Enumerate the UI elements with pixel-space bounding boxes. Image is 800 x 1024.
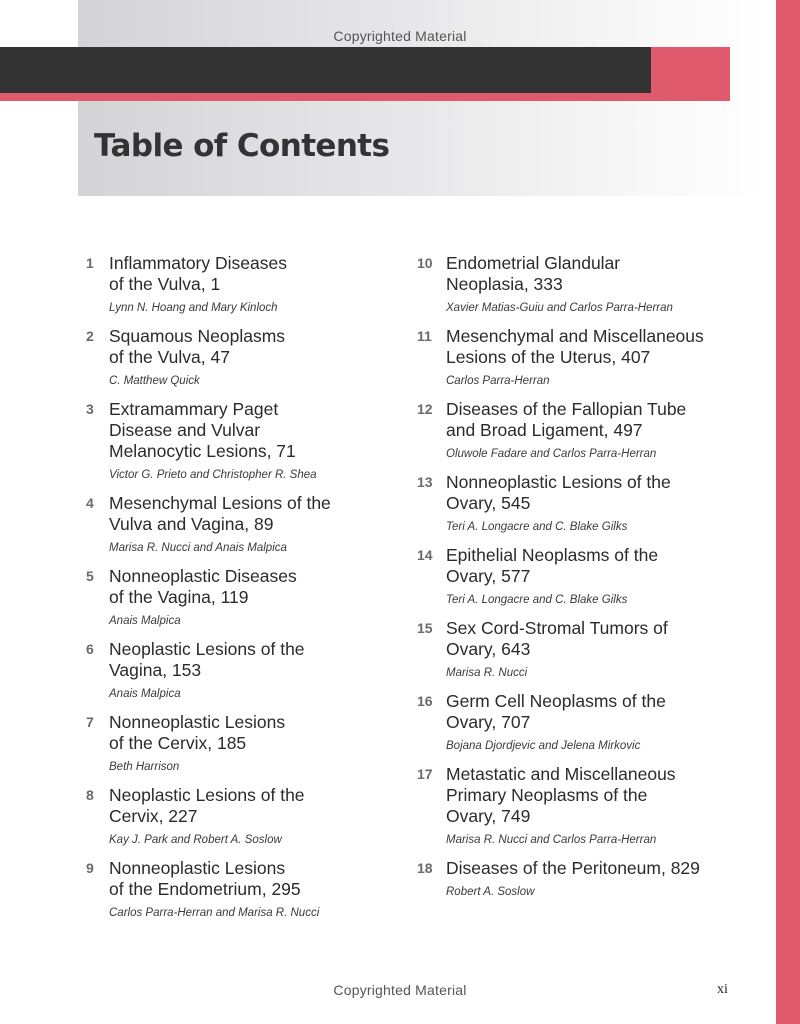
chapter-number: 9: [86, 860, 94, 876]
copyright-notice-top: Copyrighted Material: [333, 28, 467, 44]
chapter-authors: C. Matthew Quick: [109, 375, 200, 387]
chapter-authors: Oluwole Fadare and Carlos Parra-Herran: [446, 448, 657, 460]
chapter-authors: Beth Harrison: [109, 761, 180, 773]
chapter-authors: Kay J. Park and Robert A. Soslow: [109, 834, 282, 846]
toc-entry[interactable]: [86, 566, 386, 628]
chapter-number: 2: [86, 328, 94, 344]
toc-entry[interactable]: [86, 639, 386, 701]
chapter-number: 3: [86, 401, 94, 417]
toc-entry[interactable]: [86, 326, 386, 388]
toc-entry[interactable]: [417, 326, 757, 388]
toc-entry[interactable]: [417, 472, 757, 534]
copyright-notice-bottom: Copyrighted Material: [333, 982, 467, 998]
chapter-title: Mesenchymal and Miscellaneous Lesions of the Uterus, 407: [446, 326, 704, 367]
chapter-authors: Xavier Matias-Guiu and Carlos Parra-Herran: [446, 302, 673, 314]
toc-column-left: [86, 253, 386, 920]
chapter-number: 6: [86, 641, 94, 657]
chapter-authors: Marisa R. Nucci and Carlos Parra-Herran: [446, 834, 657, 846]
header-dark-bar: [0, 47, 651, 93]
toc-entry[interactable]: [86, 253, 386, 315]
chapter-title: Epithelial Neoplasms of the Ovary, 577: [446, 545, 659, 586]
toc-entry[interactable]: [86, 785, 386, 847]
toc-entry[interactable]: [86, 399, 386, 482]
chapter-number: 13: [417, 474, 433, 490]
chapter-title: Diseases of the Peritoneum, 829: [446, 858, 700, 878]
page-edge-accent-strip: [776, 0, 800, 1024]
chapter-authors: Victor G. Prieto and Christopher R. Shea: [109, 469, 317, 481]
toc-entry[interactable]: [417, 399, 757, 461]
toc-column-right: [417, 253, 757, 899]
chapter-number: 1: [86, 255, 94, 271]
chapter-authors: Carlos Parra-Herran: [446, 375, 550, 387]
chapter-title: Diseases of the Fallopian Tube and Broad Ligament, 497: [446, 399, 687, 440]
chapter-number: 7: [86, 714, 94, 730]
chapter-title: Nonneoplastic Diseases of the Vagina, 119: [109, 566, 297, 607]
toc-entry[interactable]: [417, 691, 757, 753]
chapter-title: Neoplastic Lesions of the Vagina, 153: [109, 639, 305, 680]
chapter-title: Nonneoplastic Lesions of the Ovary, 545: [446, 472, 671, 513]
toc-entry[interactable]: [417, 253, 757, 315]
toc-entry[interactable]: [417, 764, 757, 847]
chapter-authors: Bojana Djordjevic and Jelena Mirkovic: [446, 740, 641, 752]
toc-entry[interactable]: [417, 858, 757, 899]
chapter-number: 10: [417, 255, 433, 271]
chapter-authors: Marisa R. Nucci and Anais Malpica: [109, 542, 287, 554]
chapter-number: 12: [417, 401, 433, 417]
toc-entry[interactable]: [417, 618, 757, 680]
chapter-number: 8: [86, 787, 94, 803]
chapter-title: Germ Cell Neoplasms of the Ovary, 707: [446, 691, 666, 732]
chapter-title: Nonneoplastic Lesions of the Cervix, 185: [109, 712, 286, 753]
chapter-number: 15: [417, 620, 433, 636]
toc-entry[interactable]: [86, 712, 386, 774]
chapter-number: 17: [417, 766, 433, 782]
chapter-title: Extramammary Paget Disease and Vulvar Melanocytic Lesions, 71: [109, 399, 296, 461]
page-number: xi: [717, 982, 728, 997]
chapter-title: Inflammatory Diseases of the Vulva, 1: [109, 253, 287, 294]
chapter-number: 5: [86, 568, 94, 584]
chapter-number: 11: [417, 328, 432, 344]
header-accent-block: [651, 47, 730, 93]
chapter-number: 14: [417, 547, 433, 563]
page-title: Table of Contents: [94, 128, 390, 164]
chapter-authors: Robert A. Soslow: [446, 886, 535, 898]
chapter-number: 4: [86, 495, 94, 511]
chapter-authors: Lynn N. Hoang and Mary Kinloch: [109, 302, 278, 314]
chapter-title: Mesenchymal Lesions of the Vulva and Vagina, 89: [109, 493, 331, 534]
chapter-authors: Carlos Parra-Herran and Marisa R. Nucci: [109, 907, 320, 919]
chapter-authors: Teri A. Longacre and C. Blake Gilks: [446, 594, 628, 606]
chapter-title: Sex Cord-Stromal Tumors of Ovary, 643: [446, 618, 668, 659]
chapter-authors: Marisa R. Nucci: [446, 667, 528, 679]
chapter-title: Squamous Neoplasms of the Vulva, 47: [109, 326, 286, 367]
chapter-number: 18: [417, 860, 433, 876]
chapter-title: Nonneoplastic Lesions of the Endometrium, 295: [109, 858, 301, 899]
chapter-authors: Teri A. Longacre and C. Blake Gilks: [446, 521, 628, 533]
toc-entry[interactable]: [86, 858, 386, 920]
chapter-title: Metastatic and Miscellaneous Primary Neoplasms of the Ovary, 749: [446, 764, 676, 826]
chapter-title: Endometrial Glandular Neoplasia, 333: [446, 253, 621, 294]
chapter-authors: Anais Malpica: [109, 615, 181, 627]
toc-entry[interactable]: [86, 493, 386, 555]
toc-entry[interactable]: [417, 545, 757, 607]
chapter-authors: Anais Malpica: [109, 688, 181, 700]
header-accent-line: [0, 93, 730, 101]
chapter-number: 16: [417, 693, 433, 709]
chapter-title: Neoplastic Lesions of the Cervix, 227: [109, 785, 305, 826]
